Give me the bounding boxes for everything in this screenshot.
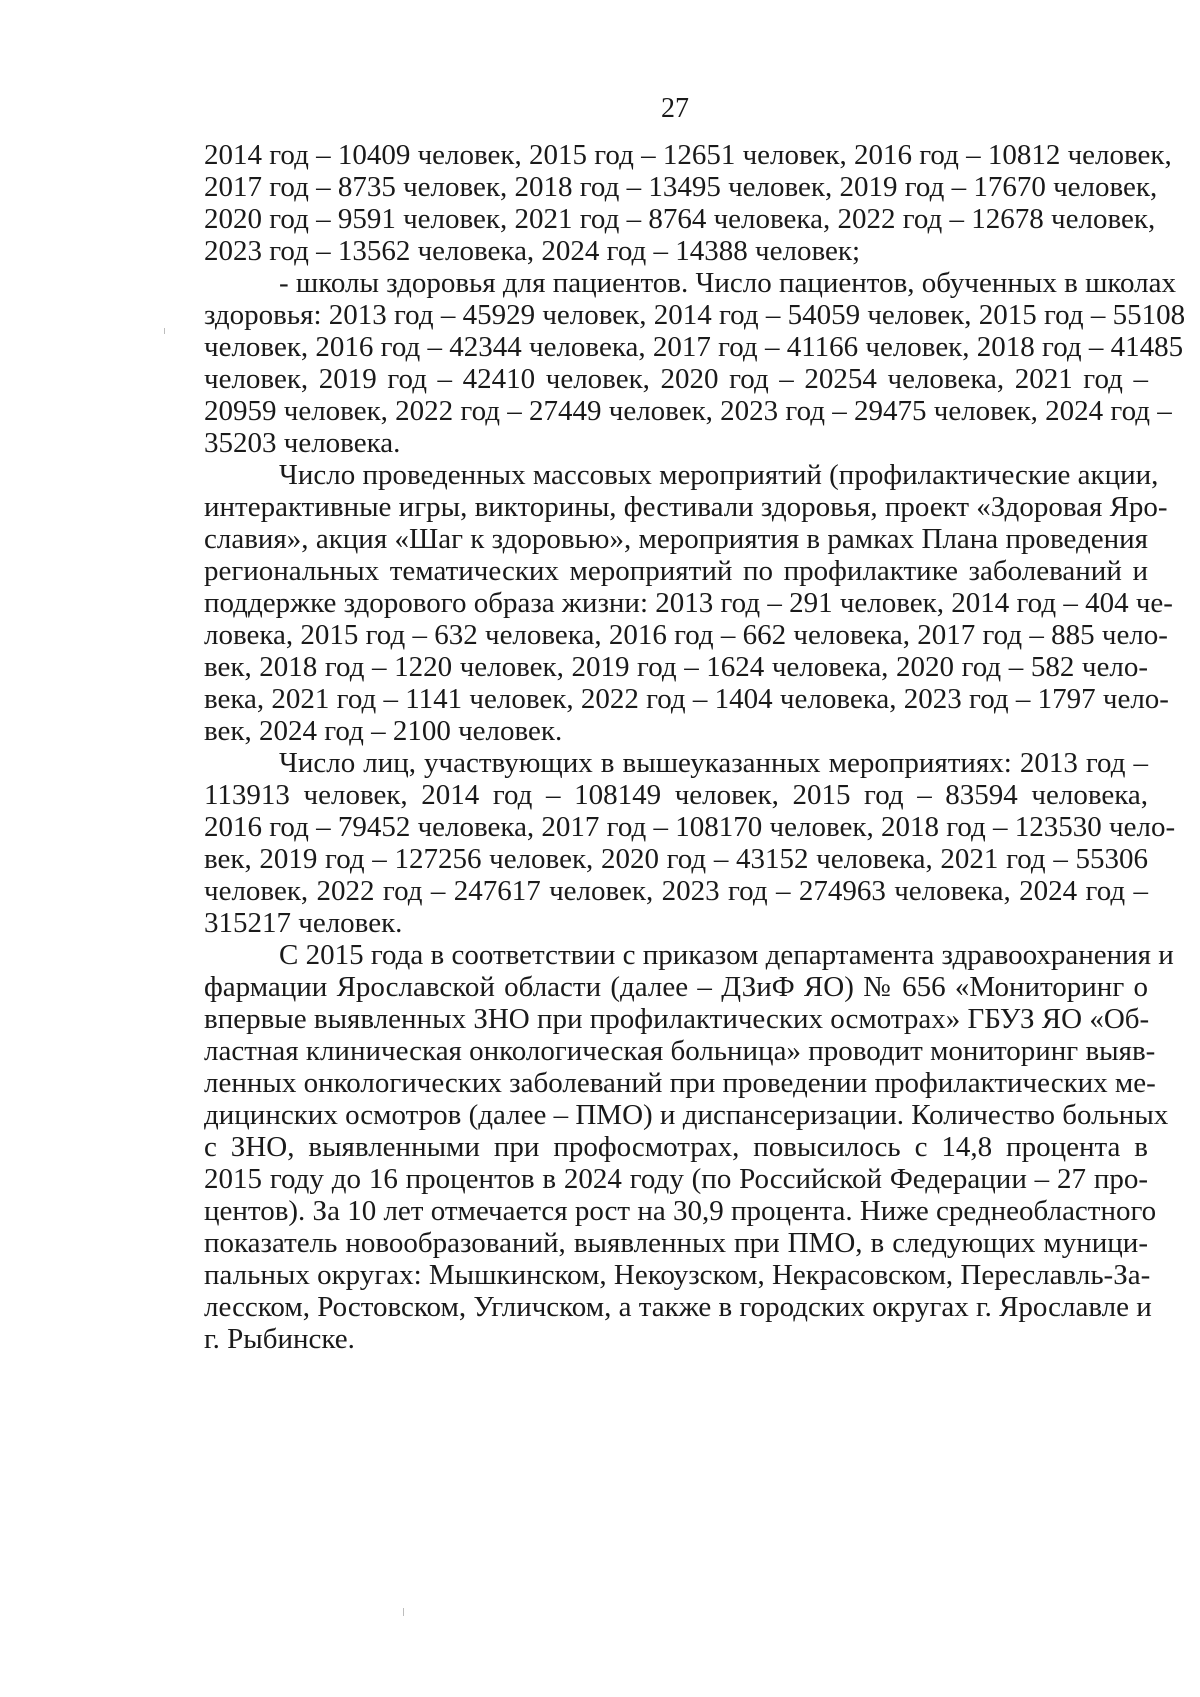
text-line: век, 2019 год – 127256 человек, 2020 год – 43152 человека, 2021 год – 55306	[204, 843, 1148, 875]
text-line: интерактивные игры, викторины, фестивали здоровья, проект «Здоровая Яро-	[204, 491, 1168, 523]
text-line: Число лиц, участвующих в вышеуказанных мероприятиях: 2013 год –	[279, 747, 1148, 779]
text-line: 2020 год – 9591 человек, 2021 год – 8764 человека, 2022 год – 12678 человек,	[204, 203, 1156, 235]
text-line: 2015 году до 16 процентов в 2024 году (по Российской Федерации – 27 про-	[204, 1163, 1148, 1195]
text-line: человек, 2019 год – 42410 человек, 2020 год – 20254 человека, 2021 год –	[204, 363, 1148, 395]
text-line: ластная клиническая онкологическая больница» проводит мониторинг выяв-	[204, 1035, 1156, 1067]
text-line: 20959 человек, 2022 год – 27449 человек, 2023 год – 29475 человек, 2024 год –	[204, 395, 1172, 427]
text-line: ловека, 2015 год – 632 человека, 2016 год – 662 человека, 2017 год – 885 чело-	[204, 619, 1168, 651]
text-line: - школы здоровья для пациентов. Число пациентов, обученных в школах	[279, 267, 1176, 299]
text-line: впервые выявленных ЗНО при профилактических осмотрах» ГБУЗ ЯО «Об-	[204, 1003, 1150, 1035]
text-line: славия», акция «Шаг к здоровью», мероприятия в рамках Плана проведения	[204, 523, 1148, 555]
text-line: века, 2021 год – 1141 человек, 2022 год – 1404 человека, 2023 год – 1797 чело-	[204, 683, 1169, 715]
scan-speck	[164, 328, 165, 334]
text-line: г. Рыбинске.	[204, 1323, 355, 1355]
text-line: С 2015 года в соответствии с приказом департамента здравоохранения и	[279, 939, 1174, 971]
text-line: 2016 год – 79452 человека, 2017 год – 108170 человек, 2018 год – 123530 чело-	[204, 811, 1176, 843]
text-line: 35203 человека.	[204, 427, 401, 459]
scan-speck	[403, 1608, 404, 1616]
text-line: здоровья: 2013 год – 45929 человек, 2014 год – 54059 человек, 2015 год – 55108	[204, 299, 1186, 331]
page-number: 27	[661, 93, 689, 124]
text-line: дицинских осмотров (далее – ПМО) и диспансеризации. Количество больных	[204, 1099, 1169, 1131]
text-line: фармации Ярославской области (далее – ДЗиФ ЯО) № 656 «Мониторинг о	[204, 971, 1148, 1003]
text-line: пальных округах: Мышкинском, Некоузском, Некрасовском, Переславль-За-	[204, 1259, 1151, 1291]
text-line: человек, 2022 год – 247617 человек, 2023 год – 274963 человека, 2024 год –	[204, 875, 1148, 907]
text-line: центов). За 10 лет отмечается рост на 30,9 процента. Ниже среднеобластного	[204, 1195, 1157, 1227]
text-line: региональных тематических мероприятий по профилактике заболеваний и	[204, 555, 1148, 587]
text-line: поддержке здорового образа жизни: 2013 год – 291 человек, 2014 год – 404 че-	[204, 587, 1173, 619]
text-line: 315217 человек.	[204, 907, 403, 939]
text-line: показатель новообразований, выявленных при ПМО, в следующих муници-	[204, 1227, 1148, 1259]
text-line: лесском, Ростовском, Угличском, а также в городских округах г. Ярославле и	[204, 1291, 1152, 1323]
text-line: век, 2024 год – 2100 человек.	[204, 715, 563, 747]
text-line: ленных онкологических заболеваний при проведении профилактических ме-	[204, 1067, 1156, 1099]
text-line: человек, 2016 год – 42344 человека, 2017 год – 41166 человек, 2018 год – 41485	[204, 331, 1184, 363]
text-line: 2014 год – 10409 человек, 2015 год – 12651 человек, 2016 год – 10812 человек,	[204, 139, 1172, 171]
text-line: с ЗНО, выявленными при профосмотрах, повысилось с 14,8 процента в	[204, 1131, 1148, 1163]
text-line: век, 2018 год – 1220 человек, 2019 год – 1624 человека, 2020 год – 582 чело-	[204, 651, 1148, 683]
text-line: Число проведенных массовых мероприятий (профилактические акции,	[279, 459, 1159, 491]
text-line: 2023 год – 13562 человека, 2024 год – 14388 человек;	[204, 235, 860, 267]
text-line: 2017 год – 8735 человек, 2018 год – 13495 человек, 2019 год – 17670 человек,	[204, 171, 1158, 203]
text-line: 113913 человек, 2014 год – 108149 человек, 2015 год – 83594 человека,	[204, 779, 1148, 811]
